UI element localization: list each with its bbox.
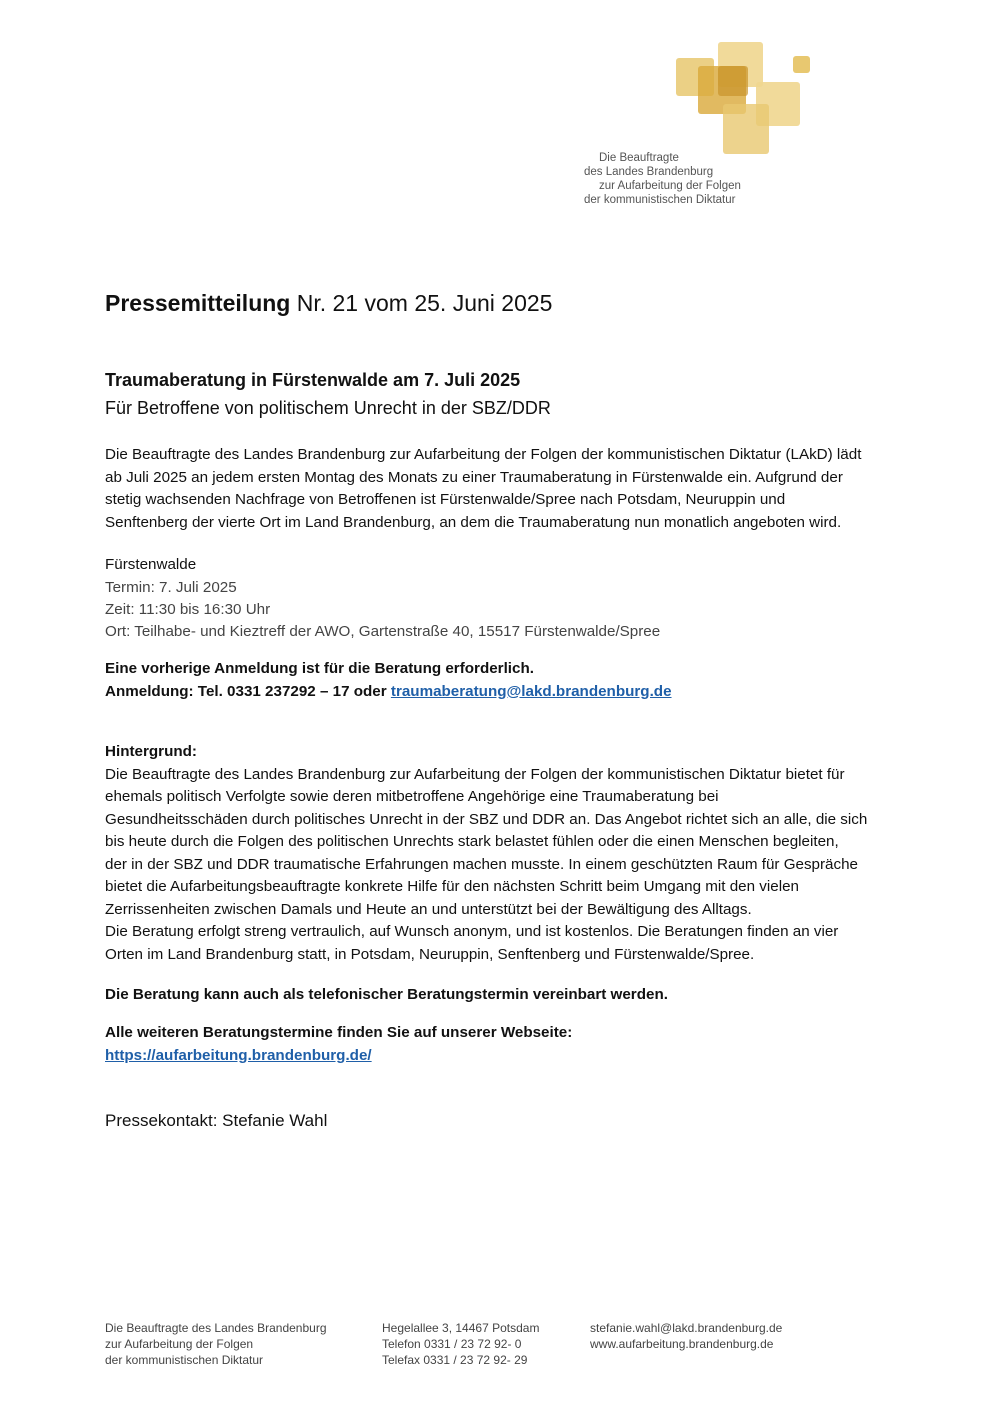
text-line: Die Beratung kann auch als telefonischer Beratungstermin vereinbart werden. [105, 986, 668, 1003]
website-link[interactable]: https://aufarbeitung.brandenburg.de/ [105, 1046, 372, 1064]
footer-email: stefanie.wahl@lakd.brandenburg.de [590, 1321, 783, 1335]
text-line: ehemals politisch Verfolgte sowie deren mitbetroffene Angehörige eine Traumaberatung bei [105, 788, 719, 805]
headline: Traumaberatung in Fürstenwalde am 7. Juli 2025 [105, 370, 521, 390]
registration-email-link[interactable]: traumaberatung@lakd.brandenburg.de [390, 682, 672, 700]
press-label: Pressemitteilung [105, 290, 291, 316]
registration-phone-line [105, 681, 950, 704]
text-line: Die Beauftragte des Landes Brandenburg zur Aufarbeitung der Folgen der kommunistischen Diktatur (LAkD) lädt [105, 446, 862, 463]
intro-paragraph [105, 444, 950, 534]
org-line: der kommunistischen Diktatur [584, 194, 736, 206]
event-time: Zeit: 11:30 bis 16:30 Uhr [105, 601, 271, 618]
footer-line: Telefon 0331 / 23 72 92- 0 [382, 1337, 522, 1351]
text-line: ab Juli 2025 an jedem ersten Montag des Monats zu einer Traumaberatung in Fürstenwalde ein. Aufgrund der [105, 468, 843, 486]
more-text: Alle weiteren Beratungstermine finden Sie auf unserer Webseite: [105, 1024, 573, 1041]
text-line: Die Beratung erfolgt streng vertraulich, auf Wunsch anonym, und ist kostenlos. Die Beratungen finden an vier [105, 923, 839, 940]
event-city: Fürstenwalde [105, 556, 197, 573]
footer-line: Telefax 0331 / 23 72 92- 29 [382, 1353, 528, 1367]
footer-line: Die Beauftragte des Landes Brandenburg [105, 1321, 327, 1335]
press-number: Nr. 21 vom 25. Juni 2025 [296, 290, 553, 316]
more-appointments [105, 1022, 950, 1067]
press-contact: Pressekontakt: Stefanie Wahl [105, 1111, 328, 1130]
phone-consultation-note [105, 984, 950, 1007]
registration-note: Eine vorherige Anmeldung ist für die Beratung erforderlich. [105, 660, 534, 677]
registration-phone: Anmeldung: Tel. 0331 237292 – 17 oder [105, 682, 387, 700]
text-line: Senftenberg der vierte Ort im Land Brandenburg, an dem die Traumaberatung nun monatlich angeboten wird. [105, 513, 842, 531]
text-line: der in der SBZ und DDR traumatische Erfahrungen machen musste. In einem geschützten Raum für Gespräche [105, 855, 858, 873]
org-line: des Landes Brandenburg [584, 166, 714, 178]
event-place: Ort: Teilhabe- und Kieztreff der AWO, Gartenstraße 40, 15517 Fürstenwalde/Spree [105, 623, 661, 640]
event-details [105, 577, 660, 643]
footer-website: www.aufarbeitung.brandenburg.de [590, 1337, 774, 1351]
footer-address [382, 1320, 539, 1368]
text-line: bis heute durch die Folgen des politischen Unrechts stark belastet fühlen oder die einen Menschen begleiten, [105, 833, 839, 850]
subheadline: Für Betroffene von politischem Unrecht in der SBZ/DDR [105, 398, 551, 418]
background-heading: Hintergrund: [105, 743, 197, 760]
org-line: Die Beauftragte [599, 152, 679, 164]
background-section [105, 741, 950, 966]
registration [105, 658, 950, 703]
footer-contact [590, 1320, 782, 1352]
footer-org [105, 1320, 327, 1368]
org-line: zur Aufarbeitung der Folgen [599, 180, 741, 192]
footer-line: Hegelallee 3, 14467 Potsdam [382, 1321, 540, 1335]
press-release-title [105, 290, 552, 317]
text-line: bietet die Aufarbeitungsbeauftragte konkrete Hilfe für den nächsten Schritt beim Umgang mit den vielen [105, 878, 799, 895]
text-line: Zerrissenheiten zwischen Damals und Heute an und unterstützt bei der Bewältigung des Alltags. [105, 900, 752, 918]
footer-line: zur Aufarbeitung der Folgen [105, 1337, 254, 1351]
text-line: Gesundheitsschäden durch politisches Unrecht in der SBZ und DDR an. Das Angebot richtet sich an alle, die sich [105, 810, 868, 828]
text-line: stetig wachsenden Nachfrage von Betroffenen ist Fürstenwalde/Spree nach Potsdam, Neuruppin und [105, 491, 786, 508]
event-date: Termin: 7. Juli 2025 [105, 579, 237, 596]
lakd-logo [668, 38, 818, 163]
text-line: Die Beauftragte des Landes Brandenburg zur Aufarbeitung der Folgen der kommunistischen Diktatur bietet für [105, 765, 845, 783]
text-line: Orten im Land Brandenburg statt, in Potsdam, Neuruppin, Senftenberg und Fürstenwalde/Spree. [105, 945, 755, 963]
footer-line: der kommunistischen Diktatur [105, 1353, 264, 1367]
